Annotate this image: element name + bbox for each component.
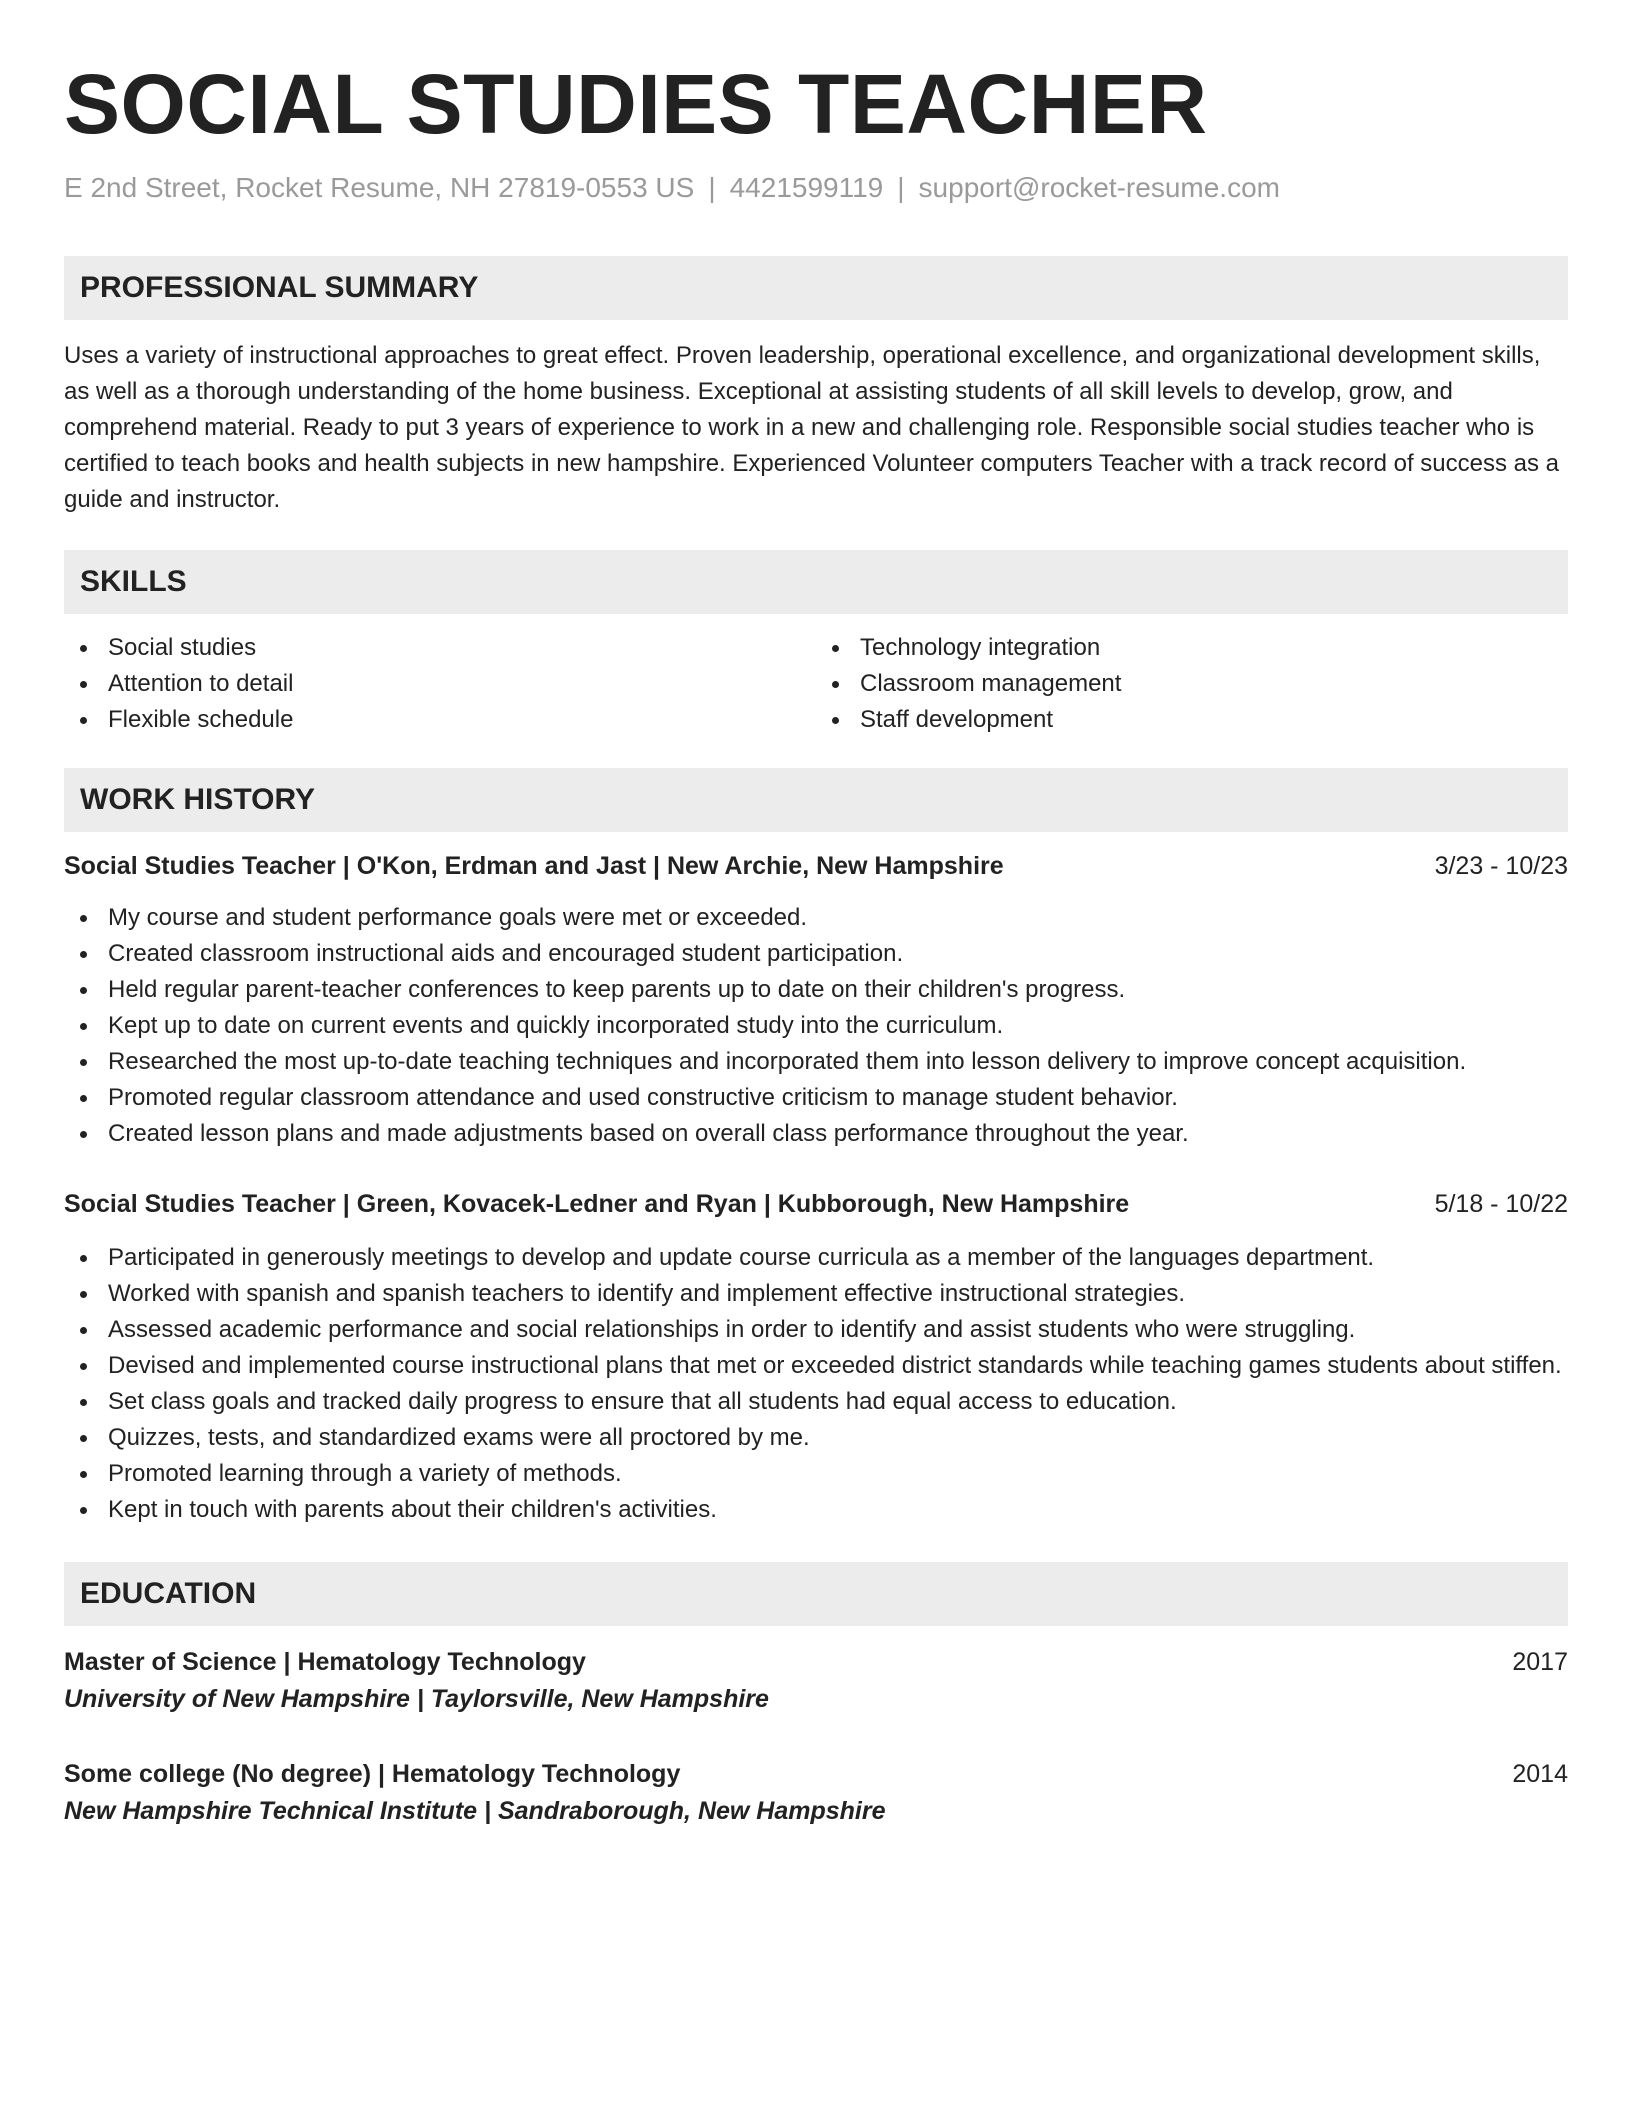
job-duty: Quizzes, tests, and standardized exams were all proctored by me.: [108, 1420, 1568, 1456]
job-title: Social Studies Teacher | O'Kon, Erdman and Jast | New Archie, New Hampshire: [64, 852, 1004, 880]
job-duty: Held regular parent-teacher conferences to keep parents up to date on their children's progress.: [108, 972, 1568, 1008]
job-duty: Set class goals and tracked daily progress to ensure that all students had equal access to education.: [108, 1384, 1568, 1420]
education-entry: [64, 1756, 1568, 1830]
contact-phone: 4421599119: [729, 172, 884, 203]
summary-text: Uses a variety of instructional approaches to great effect. Proven leadership, operational excellence, and organizational development skills, as well as a thorough understanding of the home business. Exceptional at assisting students of all skill levels to develop, grow, and comprehend material. Ready to put 3 years of experience to work in a new and challenging role. Responsible social studies teacher who is certified to teach books and health subjects in new hampshire. Experienced Volunteer computers Teacher with a track record of success as a guide and instructor.: [64, 342, 1560, 513]
job-dates: 5/18 - 10/22: [1434, 1190, 1568, 1218]
contact-separator: |: [708, 172, 716, 203]
education-header: [64, 1644, 1568, 1680]
job-duties: [64, 900, 1568, 1152]
contact-separator: |: [897, 172, 905, 203]
job-duty: My course and student performance goals were met or exceeded.: [108, 900, 1568, 936]
skills-heading: SKILLS: [64, 550, 1568, 614]
education-school: New Hampshire Technical Institute | Sandraborough, New Hampshire: [64, 1797, 886, 1825]
job-title: Social Studies Teacher | Green, Kovacek-Ledner and Ryan | Kubborough, New Hampshire: [64, 1190, 1130, 1218]
skill-item: Classroom management: [860, 666, 1568, 702]
job-duty: Kept in touch with parents about their children's activities.: [108, 1492, 1568, 1528]
skill-item: Staff development: [860, 702, 1568, 738]
skill-item: Technology integration: [860, 630, 1568, 666]
skill-item: Social studies: [108, 630, 816, 666]
job-duty: Researched the most up-to-date teaching techniques and incorporated them into lesson delivery to improve concept acquisition.: [108, 1044, 1568, 1080]
skills-list: [64, 630, 1568, 738]
job-duty: Worked with spanish and spanish teachers to identify and implement effective instructional strategies.: [108, 1276, 1568, 1312]
work-history-heading: WORK HISTORY: [64, 768, 1568, 832]
education-school: University of New Hampshire | Taylorsville, New Hampshire: [64, 1685, 769, 1713]
job-duty: Assessed academic performance and social relationships in order to identify and assist students who were struggling.: [108, 1312, 1568, 1348]
job-duty: Created lesson plans and made adjustments based on overall class performance throughout the year.: [108, 1116, 1568, 1152]
job-duty: Created classroom instructional aids and encouraged student participation.: [108, 936, 1568, 972]
summary-heading: PROFESSIONAL SUMMARY: [64, 256, 1568, 320]
job-duties: [64, 1240, 1568, 1528]
job-header: [64, 848, 1568, 884]
education-heading: EDUCATION: [64, 1562, 1568, 1626]
job-duty: Devised and implemented course instructional plans that met or exceeded district standards while teaching games students about stiffen.: [108, 1348, 1568, 1384]
skills-column-right: [816, 630, 1568, 738]
education-year: 2014: [1512, 1760, 1568, 1788]
skill-item: Attention to detail: [108, 666, 816, 702]
job-entry: [64, 848, 1568, 1152]
job-header: [64, 1186, 1568, 1222]
job-duty: Promoted learning through a variety of methods.: [108, 1456, 1568, 1492]
job-duty: Promoted regular classroom attendance and used constructive criticism to manage student behavior.: [108, 1080, 1568, 1116]
skill-item: Flexible schedule: [108, 702, 816, 738]
candidate-name: SOCIAL STUDIES TEACHER: [64, 57, 1208, 151]
job-duty: Kept up to date on current events and quickly incorporated study into the curriculum.: [108, 1008, 1568, 1044]
job-dates: 3/23 - 10/23: [1434, 852, 1568, 880]
skills-column-left: [64, 630, 816, 738]
education-header: [64, 1756, 1568, 1792]
contact-address: E 2nd Street, Rocket Resume, NH 27819-0553 US: [64, 172, 695, 203]
job-entry: [64, 1186, 1568, 1528]
contact-line: [64, 170, 1568, 206]
job-duty: Participated in generously meetings to develop and update course curricula as a member of the languages department.: [108, 1240, 1568, 1276]
education-degree: Some college (No degree) | Hematology Technology: [64, 1760, 681, 1788]
education-year: 2017: [1512, 1648, 1568, 1676]
education-degree: Master of Science | Hematology Technology: [64, 1648, 586, 1676]
education-entry: [64, 1644, 1568, 1718]
contact-email: support@rocket-resume.com: [918, 172, 1280, 203]
